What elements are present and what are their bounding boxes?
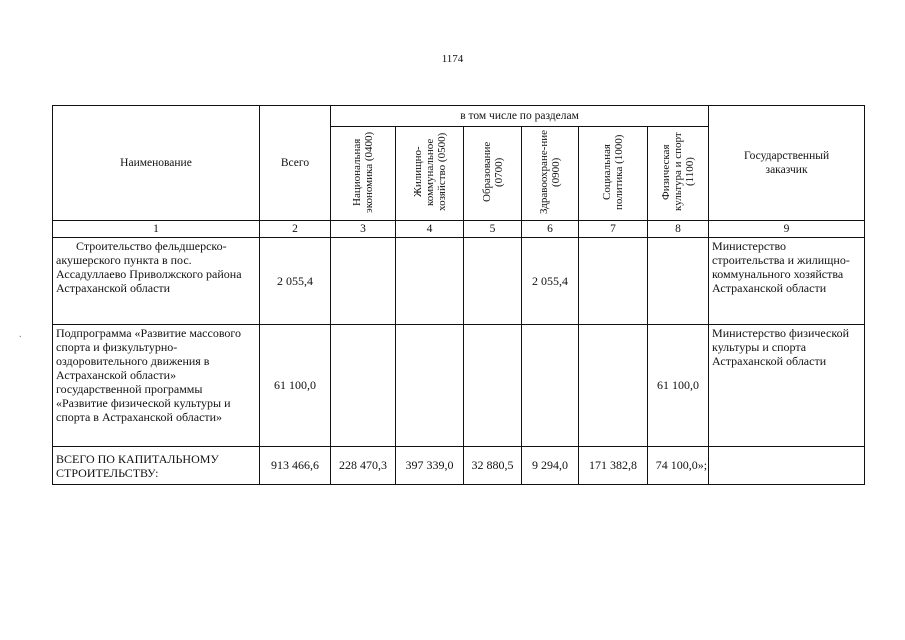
total-row-name: ВСЕГО ПО КАПИТАЛЬНОМУ СТРОИТЕЛЬСТВУ:	[53, 446, 260, 484]
total-row	[53, 446, 865, 484]
header-section-0400-label: Национальная экономика (0400)	[351, 131, 375, 213]
header-name: Наименование	[53, 106, 260, 221]
row-name-text: Строительство фельдшерско-акушерского пункта в пос. Ассадуллаево Приволжского района Астраханской области	[56, 239, 242, 296]
header-section-1100	[648, 127, 709, 221]
total-row-total: 913 466,6	[260, 446, 331, 484]
row-total: 61 100,0	[260, 324, 331, 446]
column-number: 6	[522, 221, 579, 238]
column-number: 4	[396, 221, 464, 238]
column-numbers-row	[53, 221, 865, 238]
header-section-0900	[522, 127, 579, 221]
header-section-1100-label: Физическая культура и спорт (1100)	[660, 132, 697, 212]
total-row-customer	[709, 446, 865, 484]
header-section-0500	[396, 127, 464, 221]
header-section-1000-label: Социальная политика (1000)	[601, 134, 625, 210]
row-section-0400	[331, 324, 396, 446]
row-section-0900: 2 055,4	[522, 238, 579, 324]
column-number: 9	[709, 221, 865, 238]
column-number: 8	[648, 221, 709, 238]
column-number: 5	[464, 221, 522, 238]
row-section-0700	[464, 238, 522, 324]
header-sections-title: в том числе по разделам	[331, 106, 709, 127]
row-section-0900	[522, 324, 579, 446]
header-customer-label: Государственный заказчик	[743, 150, 830, 177]
header-section-0700-label: Образование (0700)	[480, 142, 505, 203]
header-section-0400	[331, 127, 396, 221]
header-section-0500-label: Жилищно-коммунальное хозяйство (0500)	[411, 133, 448, 212]
header-section-0900-label: Здравоохране-ние (0900)	[538, 130, 562, 215]
row-section-0500	[396, 324, 464, 446]
row-section-1100	[648, 238, 709, 324]
row-name: Подпрограмма «Развитие массового спорта и физкультурно-оздоровительного движения в Астраханской области» государственной программы «Развитие физической культуры и спорта в Астраханской области»	[53, 324, 260, 446]
total-row-section-0400: 228 470,3	[331, 446, 396, 484]
column-number: 1	[53, 221, 260, 238]
header-customer	[709, 106, 865, 221]
row-section-0400	[331, 238, 396, 324]
row-customer: Министерство строительства и жилищно-коммунального хозяйства Астраханской области	[709, 238, 865, 324]
column-number: 7	[579, 221, 648, 238]
row-section-0500	[396, 238, 464, 324]
header-row-top	[53, 106, 865, 127]
margin-mark: .	[19, 329, 22, 340]
header-total: Всего	[260, 106, 331, 221]
total-row-section-1000: 171 382,8	[579, 446, 648, 484]
table-row	[53, 238, 865, 324]
row-section-1000	[579, 238, 648, 324]
header-section-1000	[579, 127, 648, 221]
header-section-0700	[464, 127, 522, 221]
row-name	[53, 238, 260, 324]
total-row-section-0500: 397 339,0	[396, 446, 464, 484]
row-total: 2 055,4	[260, 238, 331, 324]
capital-construction-table	[52, 105, 865, 485]
total-row-section-0700: 32 880,5	[464, 446, 522, 484]
table-row	[53, 324, 865, 446]
column-number: 2	[260, 221, 331, 238]
row-section-1100: 61 100,0	[648, 324, 709, 446]
row-section-1000	[579, 324, 648, 446]
column-number: 3	[331, 221, 396, 238]
total-row-section-0900: 9 294,0	[522, 446, 579, 484]
total-row-section-1100: 74 100,0»;	[648, 446, 709, 484]
row-section-0700	[464, 324, 522, 446]
row-customer: Министерство физической культуры и спорта Астраханской области	[709, 324, 865, 446]
page-number: 1174	[441, 53, 464, 65]
